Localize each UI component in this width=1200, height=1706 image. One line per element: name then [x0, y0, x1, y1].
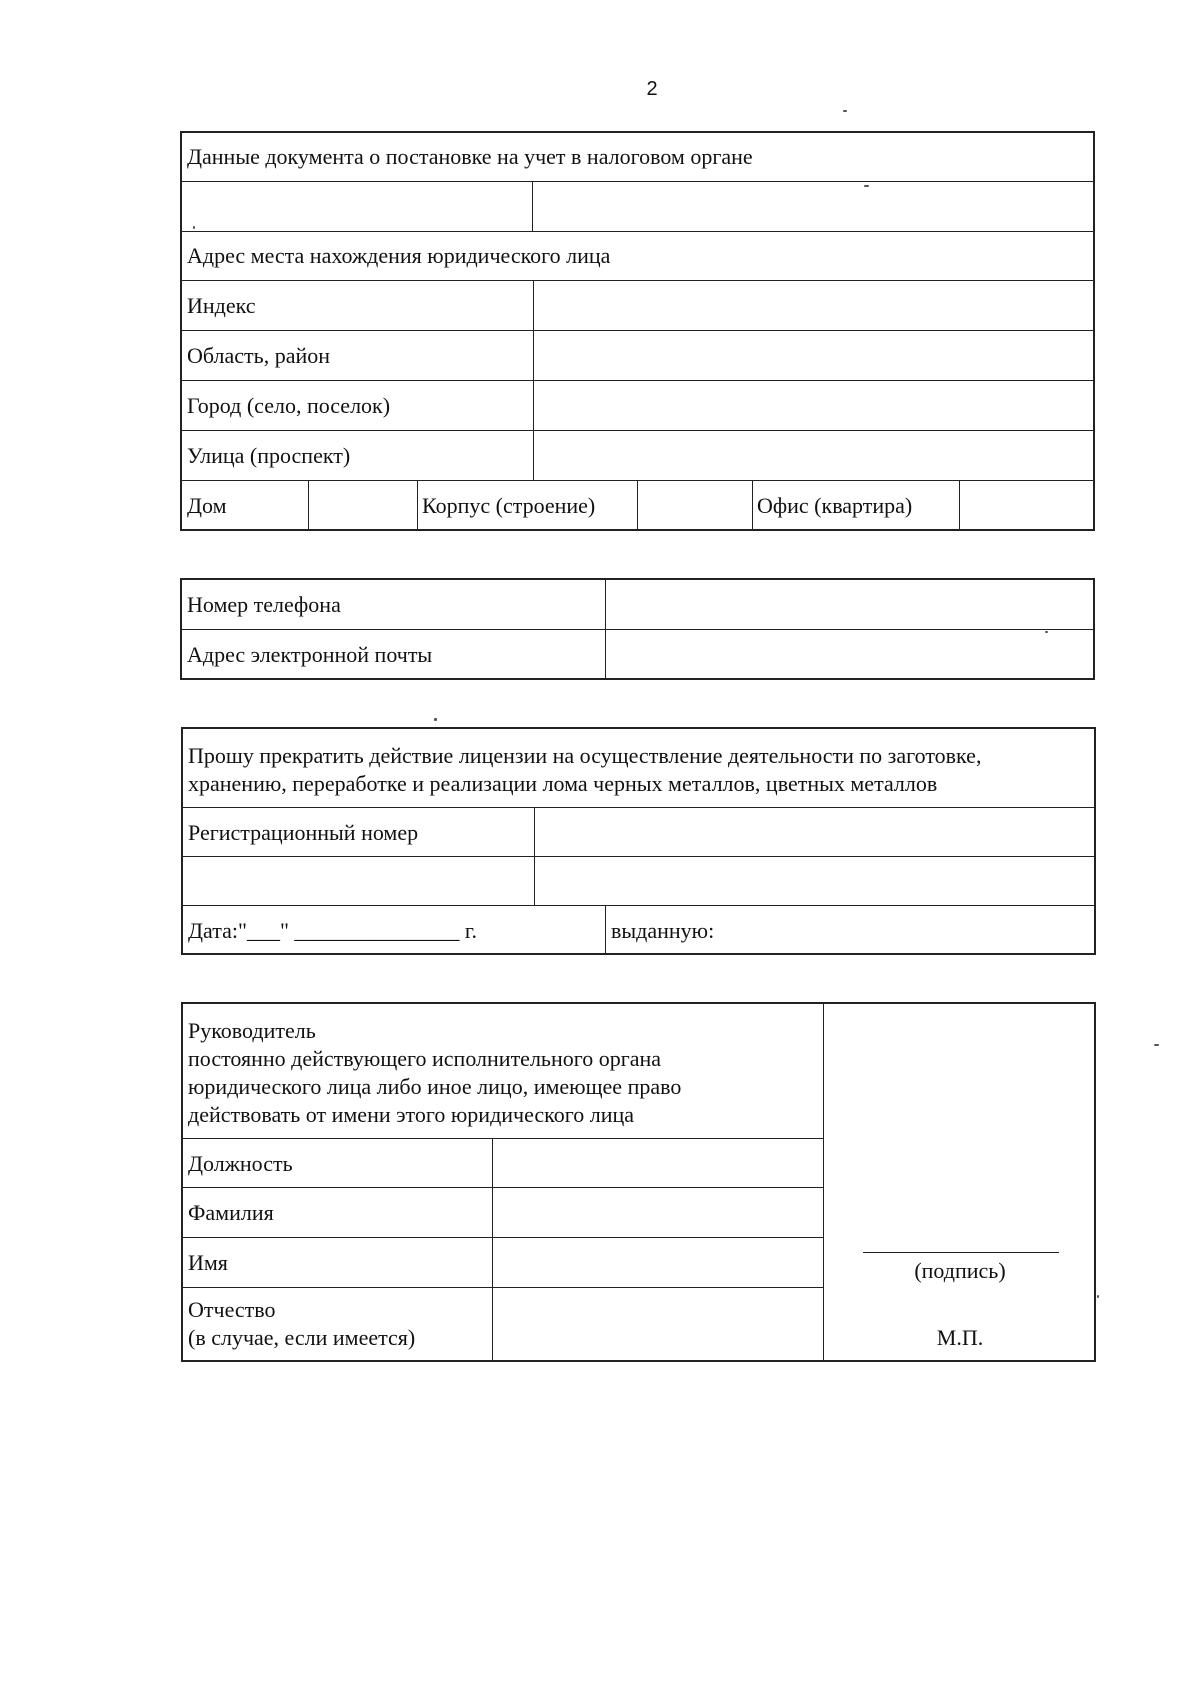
- surname-label: Фамилия: [188, 1200, 274, 1225]
- scan-speck: [1045, 631, 1048, 633]
- page-number: 2: [646, 78, 658, 100]
- row-divider: [182, 231, 1093, 232]
- reg-number-label: Регистрационный номер: [188, 820, 419, 845]
- signature-caption: (подпись): [914, 1258, 1006, 1283]
- house-label: Дом: [187, 493, 227, 518]
- address-title: Адрес места нахождения юридического лица: [187, 243, 611, 268]
- email-label: Адрес электронной почты: [187, 642, 433, 667]
- tax-registration-title: Данные документа о постановке на учет в налоговом органе: [187, 144, 753, 169]
- patronymic-field[interactable]: [493, 1287, 823, 1362]
- scan-speck: [1154, 1044, 1159, 1046]
- signatory-heading-line-3: юридического лица либо иное лицо, имеющее право: [188, 1074, 682, 1099]
- row-divider: [183, 905, 1094, 906]
- city-field[interactable]: [534, 380, 1095, 430]
- scan-speck: [1097, 1295, 1099, 1298]
- reg-extra-field-1[interactable]: [183, 856, 534, 905]
- license-table: [181, 727, 1096, 955]
- street-field[interactable]: [534, 430, 1095, 480]
- position-field[interactable]: [493, 1138, 823, 1187]
- signature-area[interactable]: [824, 1004, 1096, 1244]
- tax-registration-field-2[interactable]: [533, 181, 1095, 231]
- date-label: Дата:"___" _______________ г.: [188, 918, 477, 943]
- contacts-table: [180, 578, 1095, 680]
- city-label: Город (село, поселок): [187, 393, 391, 418]
- position-label: Должность: [188, 1151, 293, 1176]
- stamp-label: М.П.: [936, 1325, 984, 1350]
- region-field[interactable]: [534, 330, 1095, 380]
- email-field[interactable]: [606, 629, 1095, 678]
- address-table: [180, 131, 1095, 531]
- issued-label: выданную:: [611, 918, 715, 943]
- column-divider: [605, 905, 606, 955]
- street-label: Улица (проспект): [187, 443, 351, 468]
- surname-field[interactable]: [493, 1187, 823, 1237]
- region-label: Область, район: [187, 343, 330, 368]
- scan-speck: [843, 110, 847, 112]
- index-field[interactable]: [534, 280, 1095, 330]
- column-divider: [417, 480, 418, 531]
- column-divider: [752, 480, 753, 531]
- name-label: Имя: [188, 1250, 228, 1275]
- scan-speck: [193, 226, 195, 229]
- phone-label: Номер телефона: [187, 592, 341, 617]
- license-request-line-2: хранению, переработке и реализации лома черных металлов, цветных металлов: [188, 771, 938, 796]
- signatory-table: [181, 1002, 1096, 1362]
- reg-number-field[interactable]: [535, 807, 1096, 856]
- building-field[interactable]: [638, 480, 752, 531]
- patronymic-label-line-1: Отчество: [188, 1297, 276, 1322]
- signature-line: [863, 1252, 1059, 1253]
- signatory-heading-line-2: постоянно действующего исполнительного органа: [188, 1046, 662, 1071]
- phone-field[interactable]: [606, 580, 1095, 629]
- license-request-line-1: Прошу прекратить действие лицензии на осуществление деятельности по заготовке,: [188, 743, 982, 768]
- tax-registration-field-1[interactable]: [182, 181, 532, 231]
- scan-speck: [434, 718, 437, 721]
- index-label: Индекс: [187, 293, 256, 318]
- house-field[interactable]: [309, 480, 417, 531]
- office-label: Офис (квартира): [757, 493, 913, 518]
- office-field[interactable]: [960, 480, 1095, 531]
- signatory-heading-line-4: действовать от имени этого юридического лица: [188, 1102, 635, 1127]
- signatory-heading-line-1: Руководитель: [188, 1018, 316, 1043]
- reg-extra-field-2[interactable]: [535, 856, 1096, 905]
- building-label: Корпус (строение): [422, 493, 596, 518]
- name-field[interactable]: [493, 1237, 823, 1287]
- scan-speck: [864, 185, 869, 187]
- patronymic-label-line-2: (в случае, если имеется): [188, 1325, 416, 1350]
